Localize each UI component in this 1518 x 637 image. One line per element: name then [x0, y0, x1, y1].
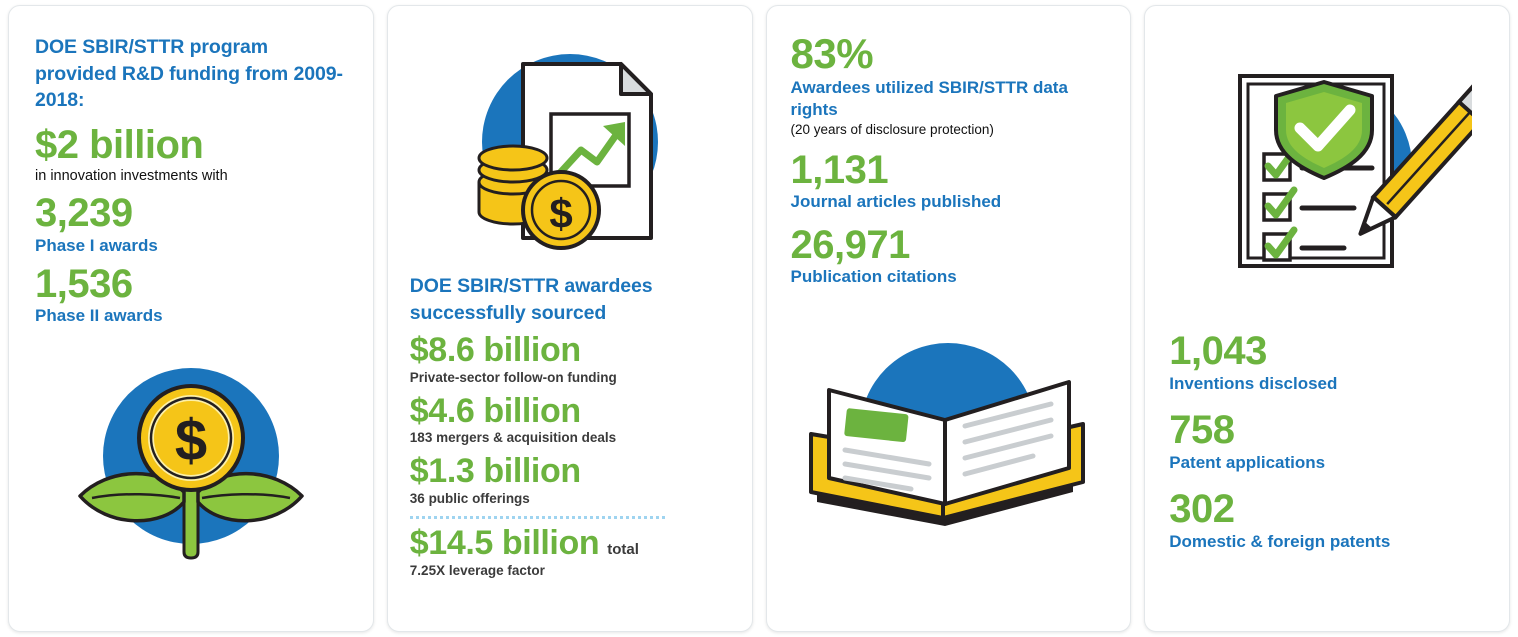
patent-checklist-shield-icon — [1169, 58, 1485, 288]
card1-stat2-label: Phase I awards — [35, 235, 158, 255]
card1-stat2-value: 3,239 — [35, 190, 133, 235]
card2-stat3-value: $1.3 billion — [409, 451, 581, 490]
open-book-icon — [791, 316, 1107, 546]
card2-stat2-value: $4.6 billion — [409, 391, 581, 430]
card3-stat1-value: 83% — [790, 30, 874, 77]
card3-stat3-value: 26,971 — [790, 222, 910, 267]
card4-stat2-value: 758 — [1169, 407, 1235, 452]
divider — [410, 516, 665, 519]
card2-total-suffix: total — [607, 541, 639, 559]
card4-stat3-value: 302 — [1169, 486, 1235, 531]
money-plant-icon — [35, 346, 347, 576]
card4-stat3-label: Domestic & foreign patents — [1169, 531, 1391, 551]
card1-stat3-label: Phase II awards — [35, 306, 163, 326]
card4-stat1-value: 1,043 — [1169, 329, 1267, 373]
card2-stat1-value: $8.6 billion — [409, 331, 581, 370]
card2-heading: DOE SBIR/STTR awardees successfully sourced — [409, 275, 653, 324]
card-publications — [766, 5, 1132, 632]
card4-stat2-label: Patent applications — [1169, 452, 1326, 472]
card2-stat3-label: 36 public offerings — [409, 490, 530, 506]
svg-text:$: $ — [548, 190, 573, 237]
card1-stat1-value: $2 billion — [35, 123, 204, 168]
card1-heading: DOE SBIR/STTR program provided R&D funding from 2009-2018: — [35, 36, 343, 112]
card3-stat1-note: (20 years of disclosure protection) — [790, 122, 994, 138]
card2-total-value: $14.5 billion — [409, 524, 600, 563]
card3-stat1-label: Awardees utilized SBIR/STTR data rights — [790, 77, 1068, 120]
card-followon-funding — [387, 5, 753, 632]
card2-stat1-label: Private-sector follow-on funding — [409, 370, 617, 386]
card3-stat3-label: Publication citations — [790, 267, 957, 287]
card-funding — [8, 5, 374, 632]
card-patents — [1144, 5, 1510, 632]
card2-stat2-label: 183 mergers & acquisition deals — [409, 430, 617, 446]
card3-stat2-label: Journal articles published — [790, 192, 1002, 212]
card1-stat1-label: in innovation investments with — [35, 167, 228, 184]
card4-stat1-label: Inventions disclosed — [1169, 373, 1338, 393]
card3-stat2-value: 1,131 — [790, 147, 889, 192]
card2-total-label: 7.25X leverage factor — [409, 562, 545, 578]
card1-stat3-value: 1,536 — [35, 261, 133, 306]
document-chart-coins-icon — [410, 42, 730, 257]
svg-text:$: $ — [174, 407, 208, 473]
